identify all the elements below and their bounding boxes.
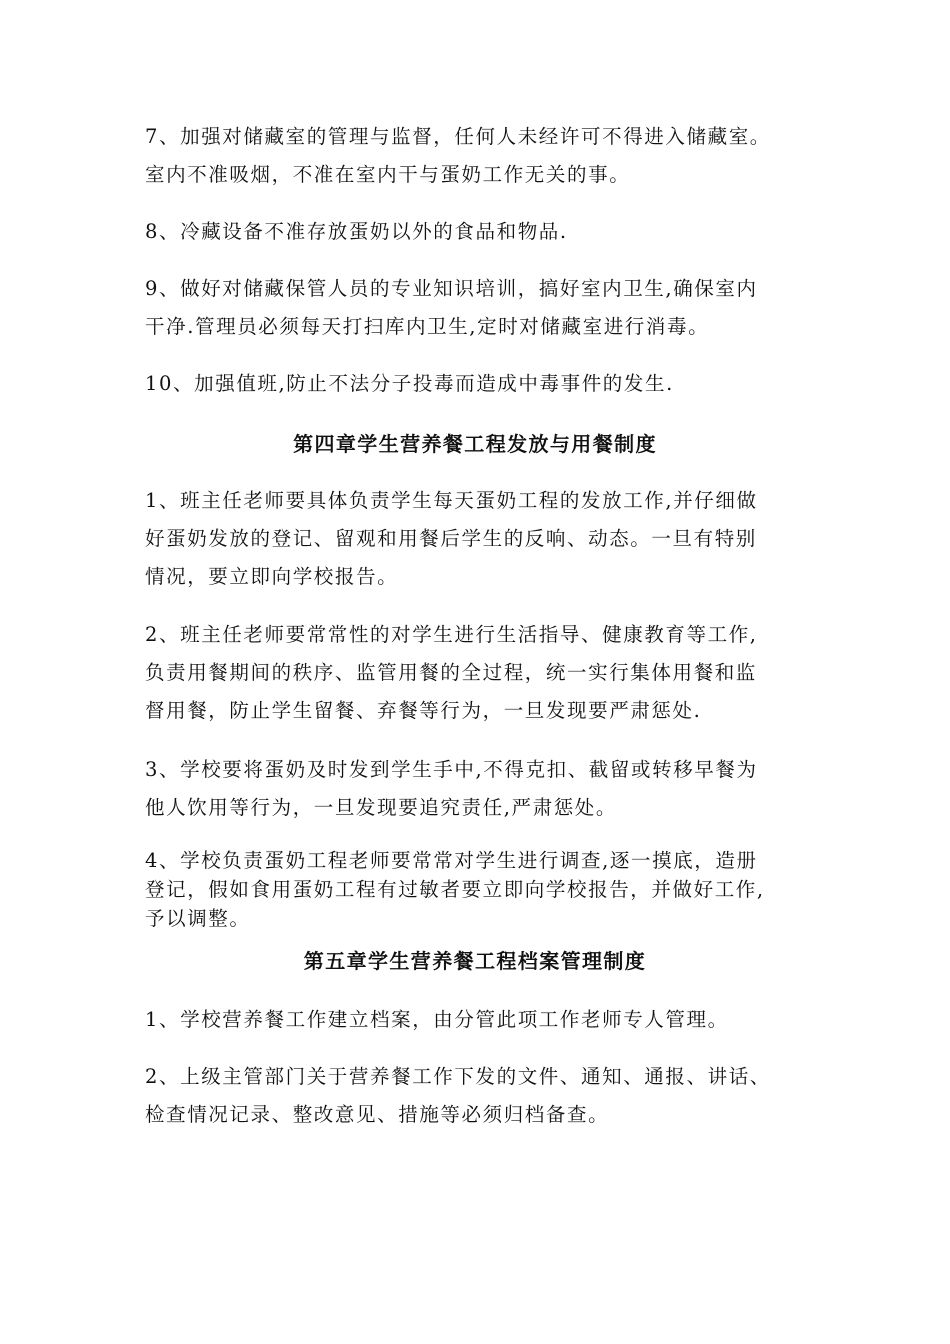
- paragraph-line: 检查情况记录、整改意见、措施等必须归档备查。: [145, 1103, 610, 1126]
- chapter-4-item-4: [145, 846, 810, 933]
- paragraph-line: 10、加强值班,防止不法分子投毒而造成中毒事件的发生.: [145, 372, 674, 395]
- paragraph-item-9: [145, 270, 810, 346]
- paragraph-line: 好蛋奶发放的登记、留观和用餐后学生的反响、动态。一旦有特别: [145, 527, 757, 550]
- chapter-4-item-3: [145, 751, 810, 827]
- paragraph-line: 他人饮用等行为，一旦发现要追究责任,严肃惩处。: [145, 796, 617, 819]
- chapter-5-heading: 第五章学生营养餐工程档案管理制度: [303, 949, 647, 973]
- paragraph-line: 干净.管理员必须每天打扫库内卫生,定时对储藏室进行消毒。: [145, 315, 710, 338]
- paragraph-line: 2、班主任老师要常常性的对学生进行生活指导、健康教育等工作,: [145, 623, 758, 646]
- chapter-4-item-2: [145, 616, 810, 730]
- paragraph-line: 1、学校营养餐工作建立档案，由分管此项工作老师专人管理。: [145, 1008, 729, 1031]
- paragraph-line: 4、学校负责蛋奶工程老师要常常对学生进行调查,逐一摸底，造册: [145, 849, 758, 872]
- paragraph-line: 1、班主任老师要具体负责学生每天蛋奶工程的发放工作,并仔细做: [145, 489, 758, 512]
- paragraph-line: 登记，假如食用蛋奶工程有过敏者要立即向学校报告，并做好工作,: [145, 878, 765, 901]
- paragraph-line: 2、上级主管部门关于营养餐工作下发的文件、通知、通报、讲话、: [145, 1065, 771, 1088]
- paragraph-line: 3、学校要将蛋奶及时发到学生手中,不得克扣、截留或转移早餐为: [145, 758, 758, 781]
- paragraph-line: 7、加强对储藏室的管理与监督，任何人未经许可不得进入储藏室。: [145, 125, 771, 148]
- chapter-4-item-1: [145, 482, 810, 596]
- paragraph-line: 督用餐，防止学生留餐、弃餐等行为，一旦发现要严肃惩处.: [145, 699, 702, 722]
- chapter-5-item-2: [145, 1058, 810, 1134]
- paragraph-line: 9、做好对储藏保管人员的专业知识培训，搞好室内卫生,确保室内: [145, 277, 758, 300]
- paragraph-line: 8、冷藏设备不准存放蛋奶以外的食品和物品.: [145, 220, 568, 243]
- chapter-5-item-1: [145, 1001, 810, 1039]
- paragraph-item-7: [145, 118, 810, 194]
- chapter-4-heading: 第四章学生营养餐工程发放与用餐制度: [293, 432, 657, 456]
- paragraph-line: 负责用餐期间的秩序、监管用餐的全过程，统一实行集体用餐和监: [145, 661, 757, 684]
- paragraph-item-10: [145, 365, 810, 403]
- paragraph-item-8: [145, 213, 810, 251]
- paragraph-line: 予以调整。: [145, 907, 251, 930]
- paragraph-line: 室内不准吸烟，不准在室内干与蛋奶工作无关的事。: [145, 163, 631, 186]
- paragraph-line: 情况，要立即向学校报告。: [145, 565, 399, 588]
